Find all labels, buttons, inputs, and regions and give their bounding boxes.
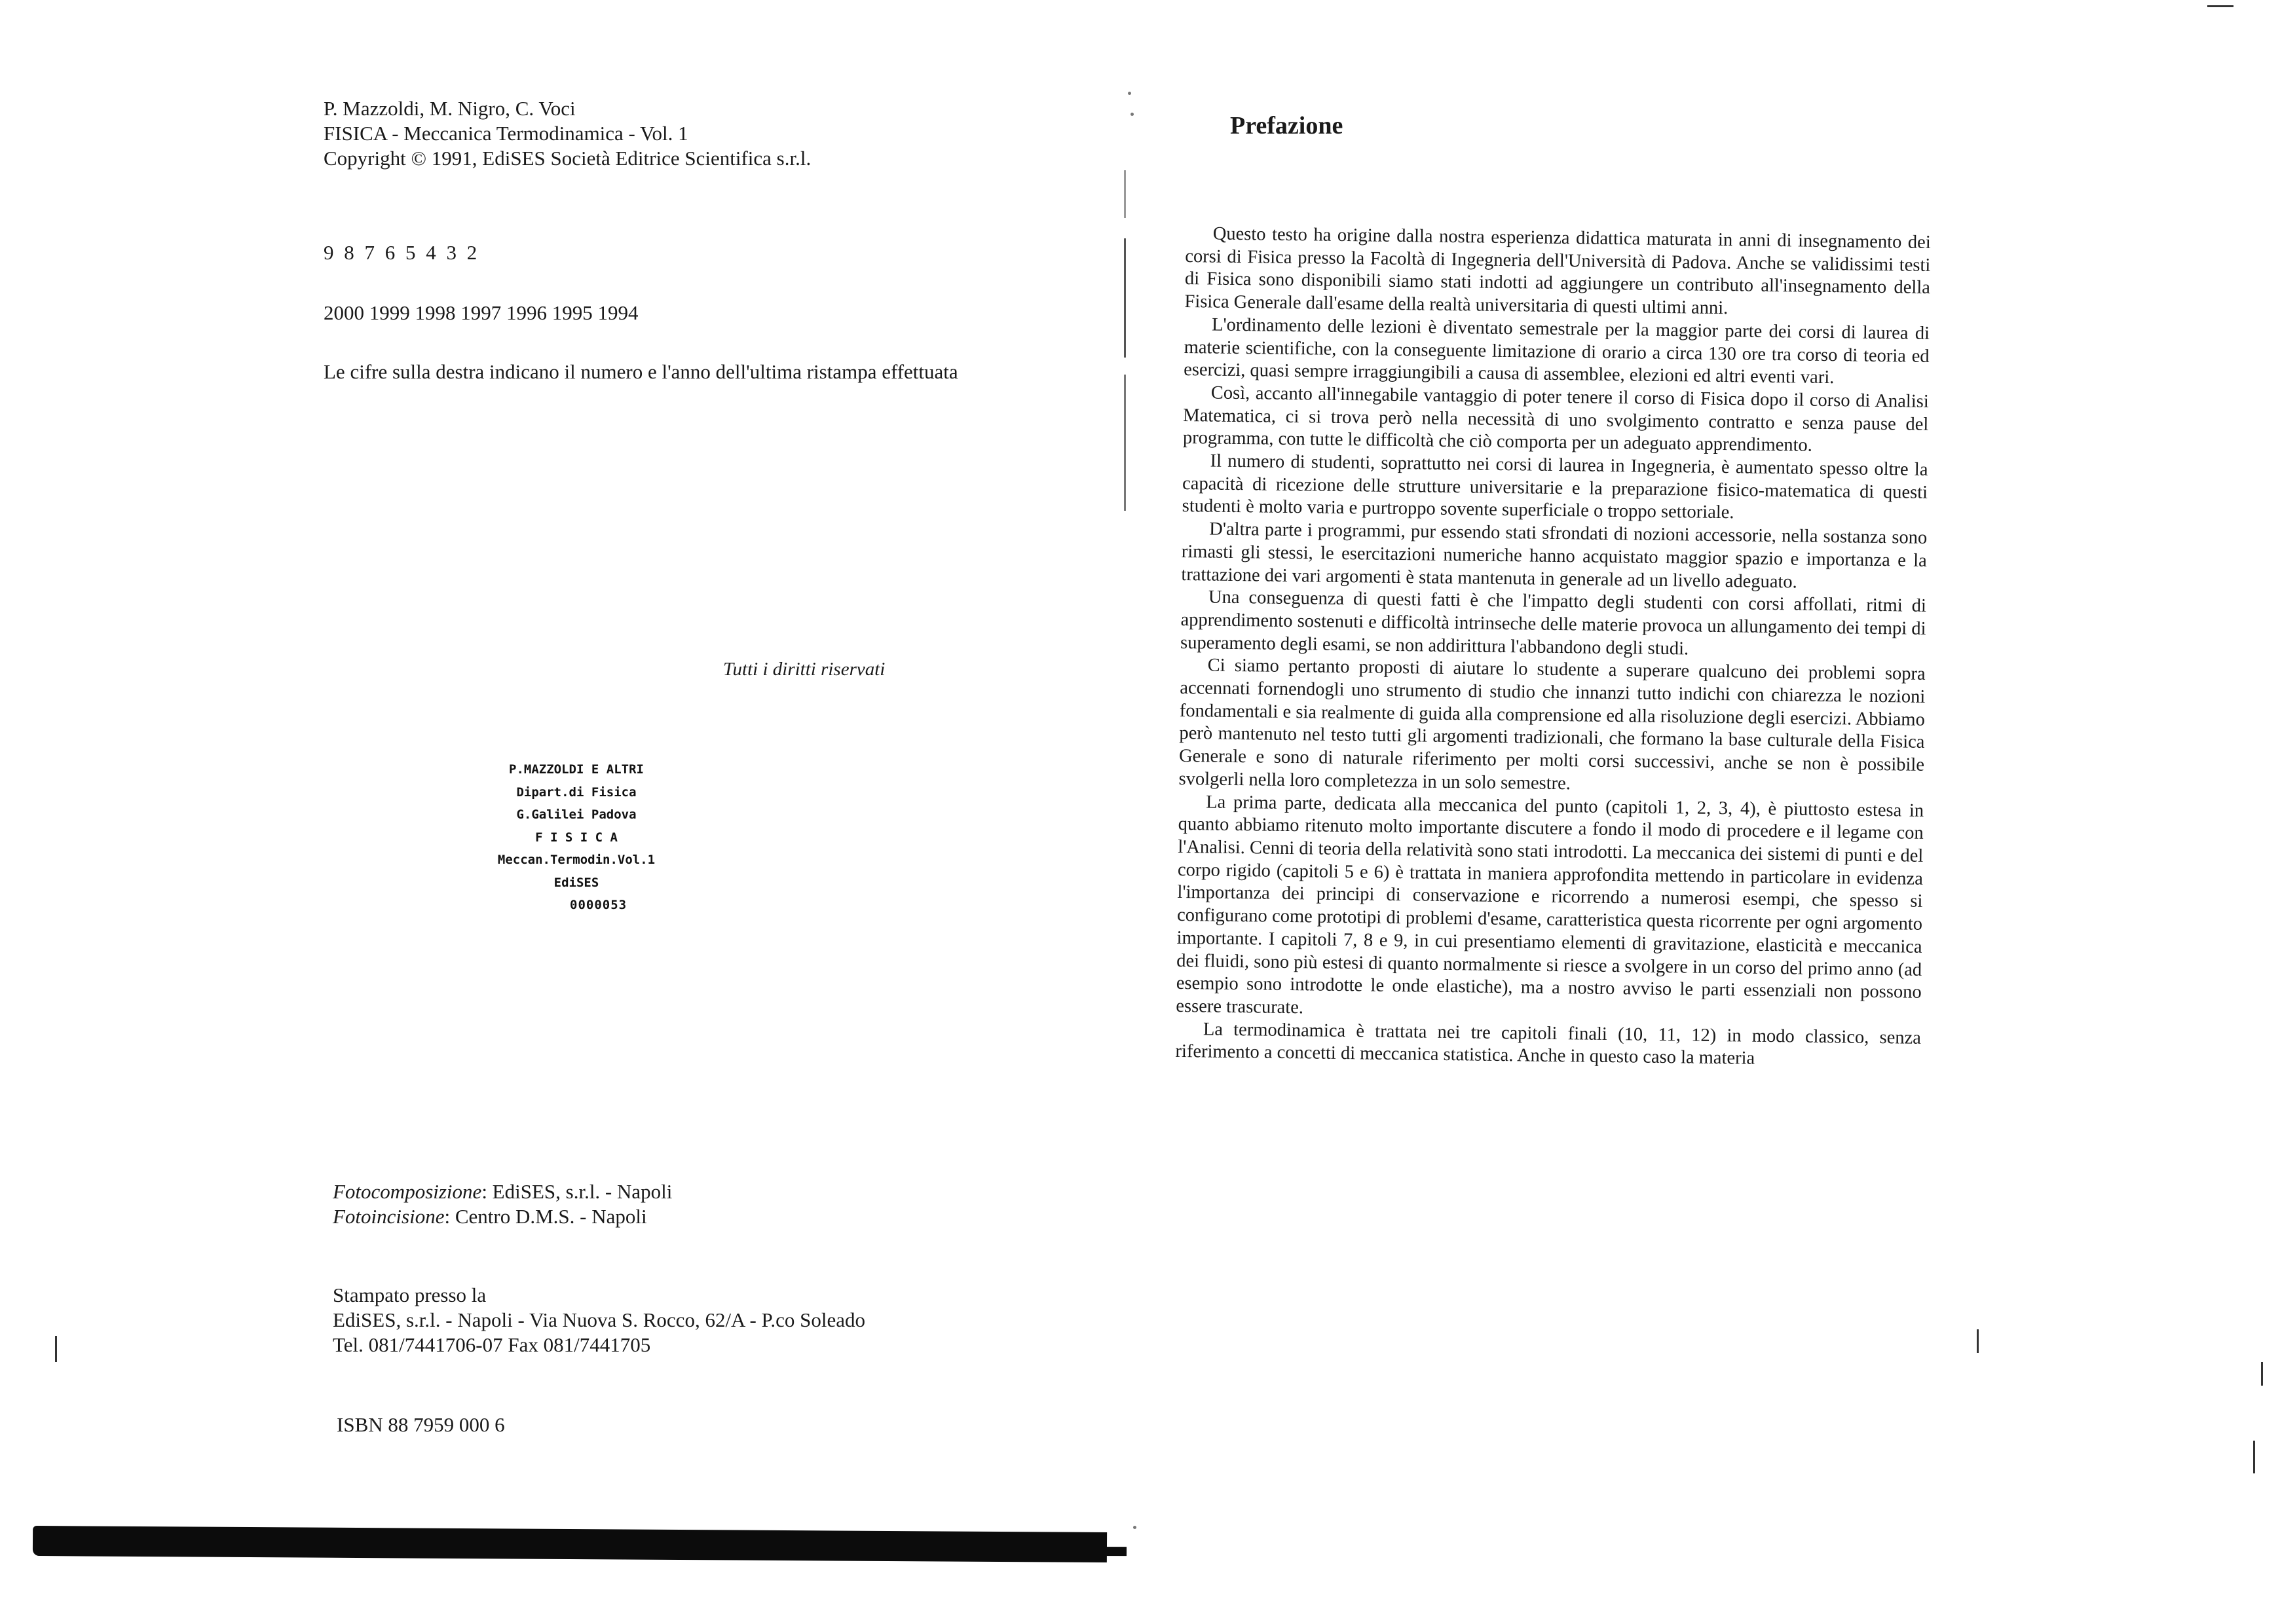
book-title-line: FISICA - Meccanica Termodinamica - Vol. 1 <box>324 122 688 145</box>
scan-mark <box>1977 1329 1979 1353</box>
preface-body <box>1175 223 1931 1073</box>
gutter-speck <box>1133 1526 1136 1529</box>
copyright-line: Copyright © 1991, EdiSES Società Editrice Scientifica s.r.l. <box>324 147 812 170</box>
gutter-speck <box>1128 92 1131 95</box>
fotoincisione-value: : Centro D.M.S. - Napoli <box>444 1205 647 1228</box>
printer-address: EdiSES, s.r.l. - Napoli - Via Nuova S. Rocco, 62/A - P.co Soleado <box>333 1308 865 1331</box>
fotocomposizione-label: Fotocomposizione <box>333 1180 482 1203</box>
print-run-numbers: 9 8 7 6 5 4 3 2 <box>324 241 477 264</box>
paragraph: Così, accanto all'innegabile vantaggio di poter tenere il corso di Fisica dopo il corso di Analisi Matematica, ci si trova però nella necessità di uno svolgimento contratto e senza pause del programma, con tutte le difficoltà che ciò comporta per un adeguato apprendimento. <box>1182 382 1929 456</box>
page-title: Prefazione <box>1230 112 1343 139</box>
printer-phone: Tel. 081/7441706-07 Fax 081/7441705 <box>333 1333 651 1356</box>
paragraph: L'ordinamento delle lezioni è diventato semestrale per la maggior parte dei corsi di laurea di materie scientifiche, con la conseguente limitazione di orario a circa 130 ore tra corso di teoria ed esercizi, quasi sempre irraggiungibili a causa di assemblee, elezioni ed altri eventi vari. <box>1184 314 1930 388</box>
fotoincisione-line <box>333 1205 647 1228</box>
fotoincisione-label: Fotoincisione <box>333 1205 445 1228</box>
library-stamp <box>478 758 675 917</box>
stamp-line: G.Galilei Padova <box>516 807 637 822</box>
stamp-line: EdiSES <box>553 875 599 890</box>
stamp-line: P.MAZZOLDI E ALTRI <box>509 762 644 777</box>
scan-mark <box>2253 1441 2255 1473</box>
paragraph: Ci siamo pertanto proposti di aiutare lo studente a superare qualcuno dei problemi sopra accennati fornendogli uno strumento di studio che innanzi tutto indichi con chiarezza le nozioni fondamentali e sia realmente di guida alla comprensione ed alla risoluzione degli esercizi. Abbiamo però mantenuto nel testo tutti gli argomenti tradizionali, che formano la base culturale della Fisica Generale e sono di naturale riferimento per molti corsi successivi, anche se non è possibile svolgerli nella loro completezza in un solo semestre. <box>1178 655 1926 794</box>
fotocomposizione-line <box>333 1180 672 1204</box>
author-line: P. Mazzoldi, M. Nigro, C. Voci <box>324 97 576 120</box>
paragraph: Una conseguenza di questi fatti è che l'impatto degli studenti con corsi affollati, ritmi di apprendimento sostenuti e difficoltà intrinseche delle materie provoca un allungamento dei tempi di superamento degli esami, se non addirittura l'abbandono degli studi. <box>1180 587 1927 659</box>
reprint-note: Le cifre sulla destra indicano il numero e l'anno dell'ultima ristampa effettuata <box>324 360 958 383</box>
stamp-line: Dipart.di Fisica <box>516 784 637 800</box>
isbn: ISBN 88 7959 000 6 <box>337 1413 505 1436</box>
rights-reserved: Tutti i diritti riservati <box>723 659 886 680</box>
printed-at-label: Stampato presso la <box>333 1283 487 1306</box>
print-years: 2000 1999 1998 1997 1996 1995 1994 <box>324 301 639 324</box>
stamp-inventory-code: 0000053 <box>570 898 627 912</box>
fotocomposizione-value: : EdiSES, s.r.l. - Napoli <box>481 1180 673 1203</box>
scan-mark <box>2261 1362 2263 1386</box>
stamp-line: Meccan.Termodin.Vol.1 <box>497 853 656 867</box>
stamp-line: F I S I C A <box>535 830 618 845</box>
paragraph: Il numero di studenti, soprattutto nei corsi di laurea in Ingegneria, è aumentato spesso oltre la capacità di ricezione delle strutture universitarie e la preparazione fisico-matematica di questi studenti è molto varia e purtroppo sovente superficiale o troppo settoriale. <box>1182 451 1928 523</box>
gutter-line <box>1124 170 1126 511</box>
gutter-speck <box>1131 113 1134 116</box>
paragraph: D'altra parte i programmi, pur essendo stati sfrondati di nozioni accessorie, nella sostanza sono rimasti gli stessi, le esercitazioni numeriche hanno acquistato maggior spazio e importanza e la trattazione dei vari argomenti è stata mantenuta in generale ad un livello adeguato. <box>1181 519 1928 592</box>
paragraph: La termodinamica è trattata nei tre capitoli finali (10, 11, 12) in modo classico, senza riferimento a concetti di meccanica statistica. Anche in questo caso la materia <box>1175 1019 1922 1069</box>
scan-mark <box>55 1336 57 1362</box>
scan-mark <box>2207 5 2233 7</box>
paragraph: Questo testo ha origine dalla nostra esperienza didattica maturata in anni di insegnamento dei corsi di Fisica presso la Facoltà di Ingegneria dell'Università di Padova. Anche se validissimi testi di Fisica sono disponibili siamo stati indotti ad aggiungere un contributo all'insegnamento della Fisica Generale dall'esame della realtà universitaria di questi ultimi anni. <box>1184 223 1931 319</box>
paragraph: La prima parte, dedicata alla meccanica del punto (capitoli 1, 2, 3, 4), è piuttosto estesa in quanto abbiamo ritenuto molto importante discutere a fondo il modo di procedere e il legame con l'Analisi. Cenni di teoria della relatività sono stati introdotti. La meccanica dei sistemi di punti e del corpo rigido (capitoli 5 e 6) è trattata in maniera approfondita mettendo in particolare in evidenza l'importanza dei principi di conservazione e ricorrendo a numerosi esempi, che spesso si configurano come prototipi di problemi d'esame, caratteristica questa ricorrente per ogni argomento importante. I capitoli 7, 8 e 9, in cui presentiamo elementi di gravitazione, elasticità e meccanica dei fluidi, sono più estesi di quanto normalmente si riesce a svolgere in un corso del primo anno (ad esempio sono introdotte le onde elastiche), ma a nostro avviso le parti essenziali non possono essere trascurate. <box>1176 792 1924 1018</box>
